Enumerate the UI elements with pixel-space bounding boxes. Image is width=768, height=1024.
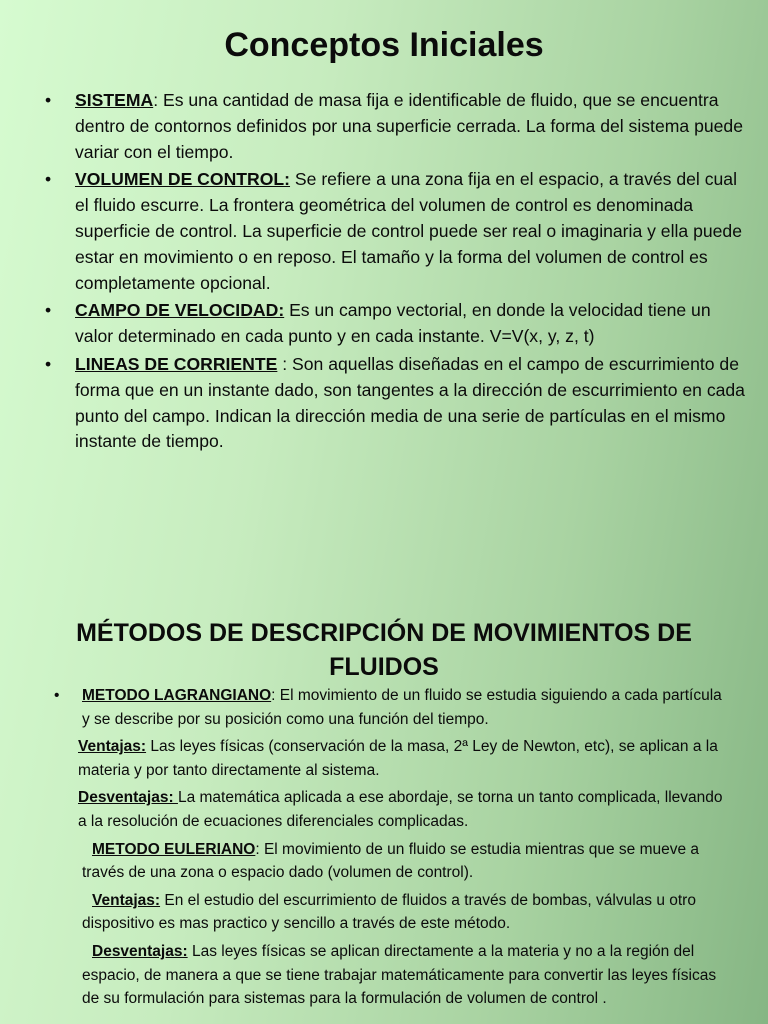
advantages-label: Ventajas: [92,891,161,909]
lagrange-disadvantages [0,786,768,833]
bullet-icon: • [45,169,52,190]
list-item-lineas-de-corriente [45,352,745,455]
disadvantages-label: Desventajas: [78,789,178,807]
term-label: METODO LAGRANGIANO [82,687,272,704]
euler-disadvantages [0,940,768,1011]
section-title: MÉTODOS DE DESCRIPCIÓN DE MOVIMIENTOS DE FLUIDOS [76,619,692,681]
term-label: CAMPO DE VELOCIDAD: [75,300,285,321]
definition-text: : Son aquellas diseñadas en el campo de escurrimiento de forma que en un instante dado, son tangentes a la dirección de escurrimiento en cada punto del campo. Indican la dirección media de una serie de partículas en el mismo instante de tiempo. [75,353,745,452]
bullet-icon: • [45,90,52,110]
definition-text: : Es una cantidad de masa fija e identificable de fluido, que se encuentra dentro de contornos definidos por una superficie cerrada. La forma del sistema puede variar con el tiempo. [75,90,743,162]
definition-text: Se refiere a una zona fija en el espacio, a través del cual el fluido escurre. La frontera geométrica del volumen de control es denominada superficie de control. La superficie de control puede ser real o imaginaria y ella puede estar en movimiento o en reposo. El tamaño y la forma del volumen de control es completamente opcional. [75,169,742,293]
lagrange-item [0,684,768,731]
definition-text: Es un campo vectorial, en donde la velocidad tiene un valor determinado en cada punto y en cada instante. V=V(x, y, z, t) [75,300,711,347]
bullet-icon: • [45,300,52,321]
term-label: METODO EULERIANO [92,840,256,858]
concepts-list [45,88,745,457]
bullet-icon: • [45,353,52,374]
advantages-label: Ventajas: [78,738,147,756]
definition-text: : El movimiento de un fluido se estudia siguiendo a cada partícula y se describe por su posición como una función del tiempo. [82,687,722,728]
bullet-icon: • [54,687,60,704]
disadvantages-text: Las leyes físicas se aplican directamente a la materia y no a la región del espacio, de manera a que se tiene trabajar matemáticamente para convertir las leyes físicas de su formulación para sistemas para la formulación de volumen de control . [82,942,717,1008]
euler-advantages [0,889,768,936]
advantages-text: En el estudio del escurrimiento de fluidos a través de bombas, válvulas u otro dispositivo es mas practico y sencillo a través de este método. [82,891,696,933]
list-item-campo-de-velocidad [45,298,745,350]
disadvantages-text: La matemática aplicada a ese abordaje, se torna un tanto complicada, llevando a la resolución de ecuaciones diferenciales complicadas. [78,789,723,830]
page-title: Conceptos Iniciales [224,26,544,64]
lagrange-advantages [0,735,768,782]
methods-body [0,684,768,1011]
list-item-sistema [45,88,745,165]
term-label: VOLUMEN DE CONTROL: [75,169,291,190]
slide-metodos [0,512,768,1024]
euler-item [0,838,768,885]
definition-text: : El movimiento de un fluido se estudia mientras que se mueve a través de una zona o espacio dado (volumen de control). [82,840,700,882]
list-item-volumen-de-control [45,167,745,296]
disadvantages-label: Desventajas: [92,942,188,960]
term-label: SISTEMA [75,90,154,110]
advantages-text: Las leyes físicas (conservación de la masa, 2ª Ley de Newton, etc), se aplican a la materia y por tanto directamente al sistema. [78,738,718,779]
term-label: LINEAS DE CORRIENTE [75,353,278,374]
